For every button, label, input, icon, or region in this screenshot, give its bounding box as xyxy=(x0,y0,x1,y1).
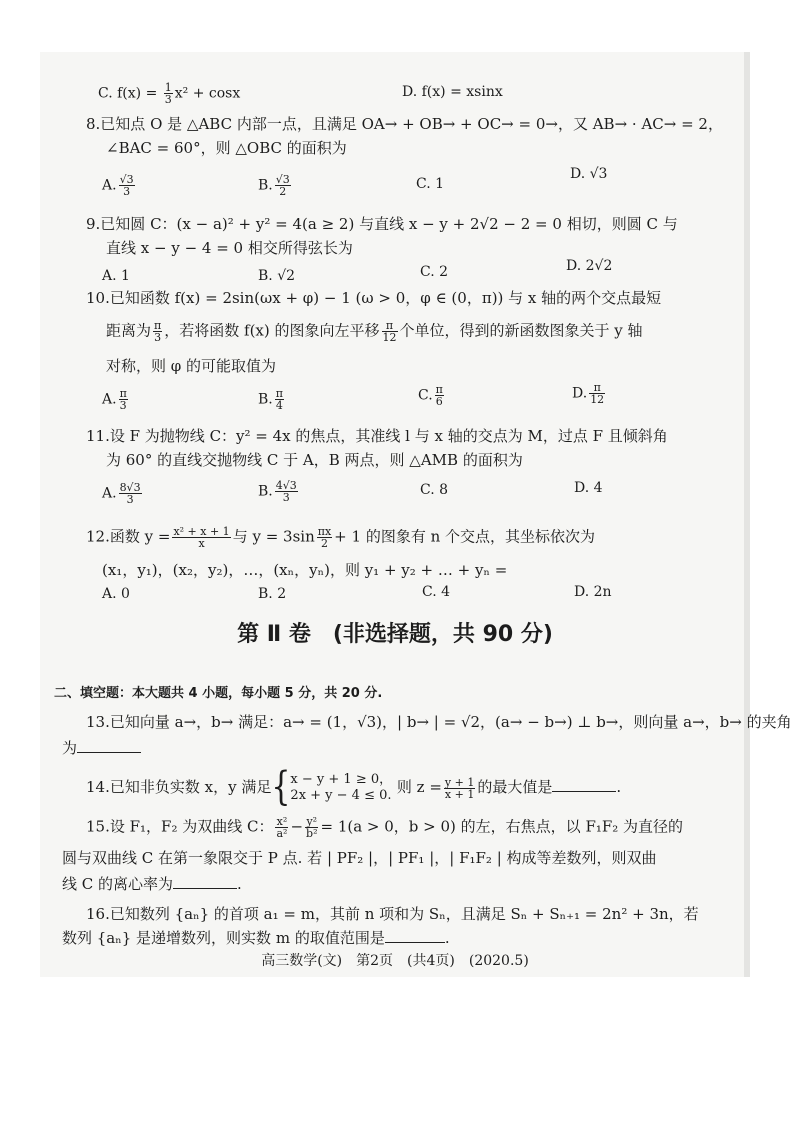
q15-line-1-a: 15.设 F₁，F₂ 为双曲线 C： xyxy=(86,817,274,836)
option-label: B. xyxy=(258,177,273,194)
q12-line-1-b: 与 y = 3sin xyxy=(232,527,315,546)
frac-denominator: 2 xyxy=(320,537,328,550)
answer-blank xyxy=(173,874,237,889)
frac-numerator: π xyxy=(119,387,127,400)
q10-option-c xyxy=(418,384,446,407)
frac-denominator: 3 xyxy=(123,185,131,198)
q9-line-1: 9.已知圆 C：(x − a)² + y² = 4(a ≥ 2) 与直线 x − y + 2√2 − 2 = 0 相切，则圆 C 与 xyxy=(86,215,678,233)
frac-denominator: 3 xyxy=(164,93,172,106)
q14-suffix: 的最大值是 xyxy=(477,778,553,796)
q8-option-d: D. √3 xyxy=(570,166,608,182)
frac-numerator: y² xyxy=(306,815,318,828)
q16-line-2-text: 数列 {aₙ} 是递增数列，则实数 m 的取值范围是 xyxy=(62,929,385,947)
fill-in-section-header: 二、填空题：本大题共 4 小题，每小题 5 分，共 20 分. xyxy=(54,686,383,701)
frac-denominator: 3 xyxy=(282,491,290,504)
frac-denominator: 6 xyxy=(435,395,443,408)
frac-numerator: π xyxy=(275,387,283,400)
q10-option-b xyxy=(258,388,286,411)
q10-fraction-1 xyxy=(153,320,162,343)
q13-line-2-text: 为 xyxy=(62,739,78,757)
q8-option-a xyxy=(102,174,137,197)
q13-line-2 xyxy=(62,738,141,758)
option-label: B. xyxy=(258,483,273,500)
q10-line-2-c: 个单位，得到的新函数图象关于 y 轴 xyxy=(399,321,643,340)
q15-line-3-text: 线 C 的离心率为 xyxy=(62,875,174,893)
frac-numerator: πx xyxy=(317,525,332,538)
q8-line-2: ∠BAC = 60°，则 △OBC 的面积为 xyxy=(106,139,347,157)
q7-option-c-tail: x² + cosx xyxy=(174,85,241,102)
frac-denominator: b² xyxy=(306,827,318,840)
q10-line-3: 对称，则 φ 的可能取值为 xyxy=(106,357,277,375)
answer-blank xyxy=(77,738,141,753)
frac-denominator: 12 xyxy=(590,393,605,406)
q12-option-b: B. 2 xyxy=(258,586,287,602)
frac-denominator: 2 xyxy=(279,185,287,198)
q16-line-2 xyxy=(62,928,450,948)
frac-denominator: 3 xyxy=(126,493,134,506)
frac-numerator: 8√3 xyxy=(119,481,141,494)
q14-prefix: 14.已知非负实数 x，y 满足 xyxy=(86,778,272,796)
option-label: D. xyxy=(572,385,588,402)
q15-line-1 xyxy=(86,816,683,839)
q8-option-a-fraction xyxy=(119,174,135,197)
q12-option-a: A. 0 xyxy=(102,586,130,602)
frac-numerator: √3 xyxy=(119,173,134,186)
frac-denominator: a² xyxy=(276,827,288,840)
option-label: B. xyxy=(258,391,273,408)
q14-inequality-system xyxy=(290,772,392,804)
frac-numerator: π xyxy=(382,320,398,332)
q15-line-1-b: = 1(a > 0，b > 0) 的左，右焦点，以 F₁F₂ 为直径的 xyxy=(320,817,684,836)
q12-fraction-2 xyxy=(317,526,332,549)
q14-fraction xyxy=(444,777,475,800)
q15-line-2: 圆与双曲线 C 在第一象限交于 P 点. 若 | PF₂ |，| PF₁ |，| F₁F₂ | 构成等差数列，则双曲 xyxy=(62,849,657,867)
frac-numerator: π xyxy=(154,319,162,332)
q11-option-d: D. 4 xyxy=(574,480,603,496)
q12-option-c: C. 4 xyxy=(422,584,451,600)
q10-option-d-fraction xyxy=(589,382,605,405)
frac-denominator: x xyxy=(198,537,205,550)
frac-numerator: √3 xyxy=(275,173,290,186)
q14-inequality-2: 2x + y − 4 ≤ 0. xyxy=(290,788,392,803)
q12-line-2: (x₁，y₁)，(x₂，y₂)，…，(xₙ，yₙ)，则 y₁ + y₂ + … + yₙ = xyxy=(102,561,508,579)
q7-option-c xyxy=(98,82,240,105)
q14-mid: 则 z = xyxy=(396,778,442,796)
frac-numerator: x² + x + 1 xyxy=(173,525,230,538)
q14-inequality-1: x − y + 1 ≥ 0， xyxy=(290,772,393,787)
q12-line-1-a: 12.函数 y = xyxy=(86,527,171,546)
q11-option-c: C. 8 xyxy=(420,482,449,498)
q11-line-1: 11.设 F 为抛物线 C：y² = 4x 的焦点，其准线 l 与 x 轴的交点为 M，过点 F 且倾斜角 xyxy=(86,427,668,445)
option-label: A. xyxy=(102,485,117,502)
q10-fraction-2 xyxy=(382,320,398,343)
period: . xyxy=(444,929,450,947)
q7-option-c-text: C. f(x) = xyxy=(98,85,162,102)
option-label: A. xyxy=(102,391,117,408)
frac-numerator: 4√3 xyxy=(275,479,297,492)
period: . xyxy=(237,875,242,893)
q12-line-1 xyxy=(86,526,595,549)
q10-line-2 xyxy=(106,320,643,343)
q10-line-1: 10.已知函数 f(x) = 2sin(ωx + φ) − 1 (ω > 0，φ ∈ (0，π)) 与 x 轴的两个交点最短 xyxy=(86,289,662,307)
q13-line-1: 13.已知向量 a→，b→ 满足：a→ = (1，√3)，| b→ | = √2，(a→ − b→) ⊥ b→，则向量 a→，b→ 的夹角 xyxy=(86,713,792,731)
q11-line-2: 为 60° 的直线交抛物线 C 于 A，B 两点，则 △AMB 的面积为 xyxy=(106,451,523,469)
page-footer: 高三数学(文) 第2页 (共4页) (2020.5) xyxy=(261,953,529,969)
q7-option-c-fraction xyxy=(164,82,173,105)
q12-line-1-c: + 1 的图象有 n 个交点，其坐标依次为 xyxy=(334,527,596,546)
q11-option-b-fraction xyxy=(275,480,298,503)
q15-line-3 xyxy=(62,874,242,894)
q16-line-1: 16.已知数列 {aₙ} 的首项 a₁ = m，其前 n 项和为 Sₙ，且满足 Sₙ + Sₙ₊₁ = 2n² + 3n，若 xyxy=(86,905,699,923)
q8-option-b xyxy=(258,174,293,197)
q14-line xyxy=(86,764,622,811)
q9-option-a: A. 1 xyxy=(102,268,130,284)
answer-blank xyxy=(552,777,616,792)
option-label: A. xyxy=(102,177,117,194)
q8-option-b-fraction xyxy=(275,174,291,197)
q8-option-c: C. 1 xyxy=(416,176,445,192)
option-label: C. xyxy=(418,387,433,404)
q9-option-d: D. 2√2 xyxy=(566,258,613,274)
exam-page xyxy=(40,52,792,977)
q9-line-2: 直线 x − y − 4 = 0 相交所得弦长为 xyxy=(106,239,353,257)
minus-sign: − xyxy=(290,817,304,836)
q10-option-a-fraction xyxy=(119,388,128,411)
q9-option-c: C. 2 xyxy=(420,264,449,280)
q11-option-b xyxy=(258,480,300,503)
frac-numerator: 1 xyxy=(164,81,172,94)
q11-option-a xyxy=(102,482,144,505)
q15-fraction-2 xyxy=(305,816,318,839)
q7-option-d: D. f(x) = xsinx xyxy=(402,84,503,100)
q10-option-b-fraction xyxy=(275,388,284,411)
frac-denominator: 12 xyxy=(382,331,397,344)
period: . xyxy=(616,778,622,796)
q10-line-2-a: 距离为 xyxy=(106,321,152,340)
q11-option-a-fraction xyxy=(119,482,142,505)
frac-denominator: x + 1 xyxy=(444,787,475,801)
q12-fraction-1 xyxy=(172,526,230,549)
q10-option-c-fraction xyxy=(435,384,444,407)
frac-numerator: x² xyxy=(276,815,288,828)
q12-option-d: D. 2n xyxy=(574,584,612,600)
q15-fraction-1 xyxy=(275,816,288,839)
q8-line-1: 8.已知点 O 是 △ABC 内部一点，且满足 OA→ + OB→ + OC→ = 0→，又 AB→ · AC→ = 2， xyxy=(86,115,723,133)
q10-option-d xyxy=(572,382,607,405)
page-edge-shadow xyxy=(744,52,750,977)
answer-blank xyxy=(385,928,445,943)
frac-denominator: 3 xyxy=(154,331,162,344)
left-brace: { xyxy=(271,764,291,811)
section-2-title: 第 Ⅱ 卷 (非选择题，共 90 分) xyxy=(237,622,553,647)
frac-numerator: π xyxy=(589,382,605,394)
q9-option-b: B. √2 xyxy=(258,268,296,284)
frac-denominator: 4 xyxy=(275,399,283,412)
frac-denominator: 3 xyxy=(119,399,127,412)
q10-line-2-b: ，若将函数 f(x) 的图象向左平移 xyxy=(164,321,380,340)
q10-option-a xyxy=(102,388,130,411)
frac-numerator: π xyxy=(435,383,443,396)
frac-numerator: y + 1 xyxy=(444,775,475,789)
